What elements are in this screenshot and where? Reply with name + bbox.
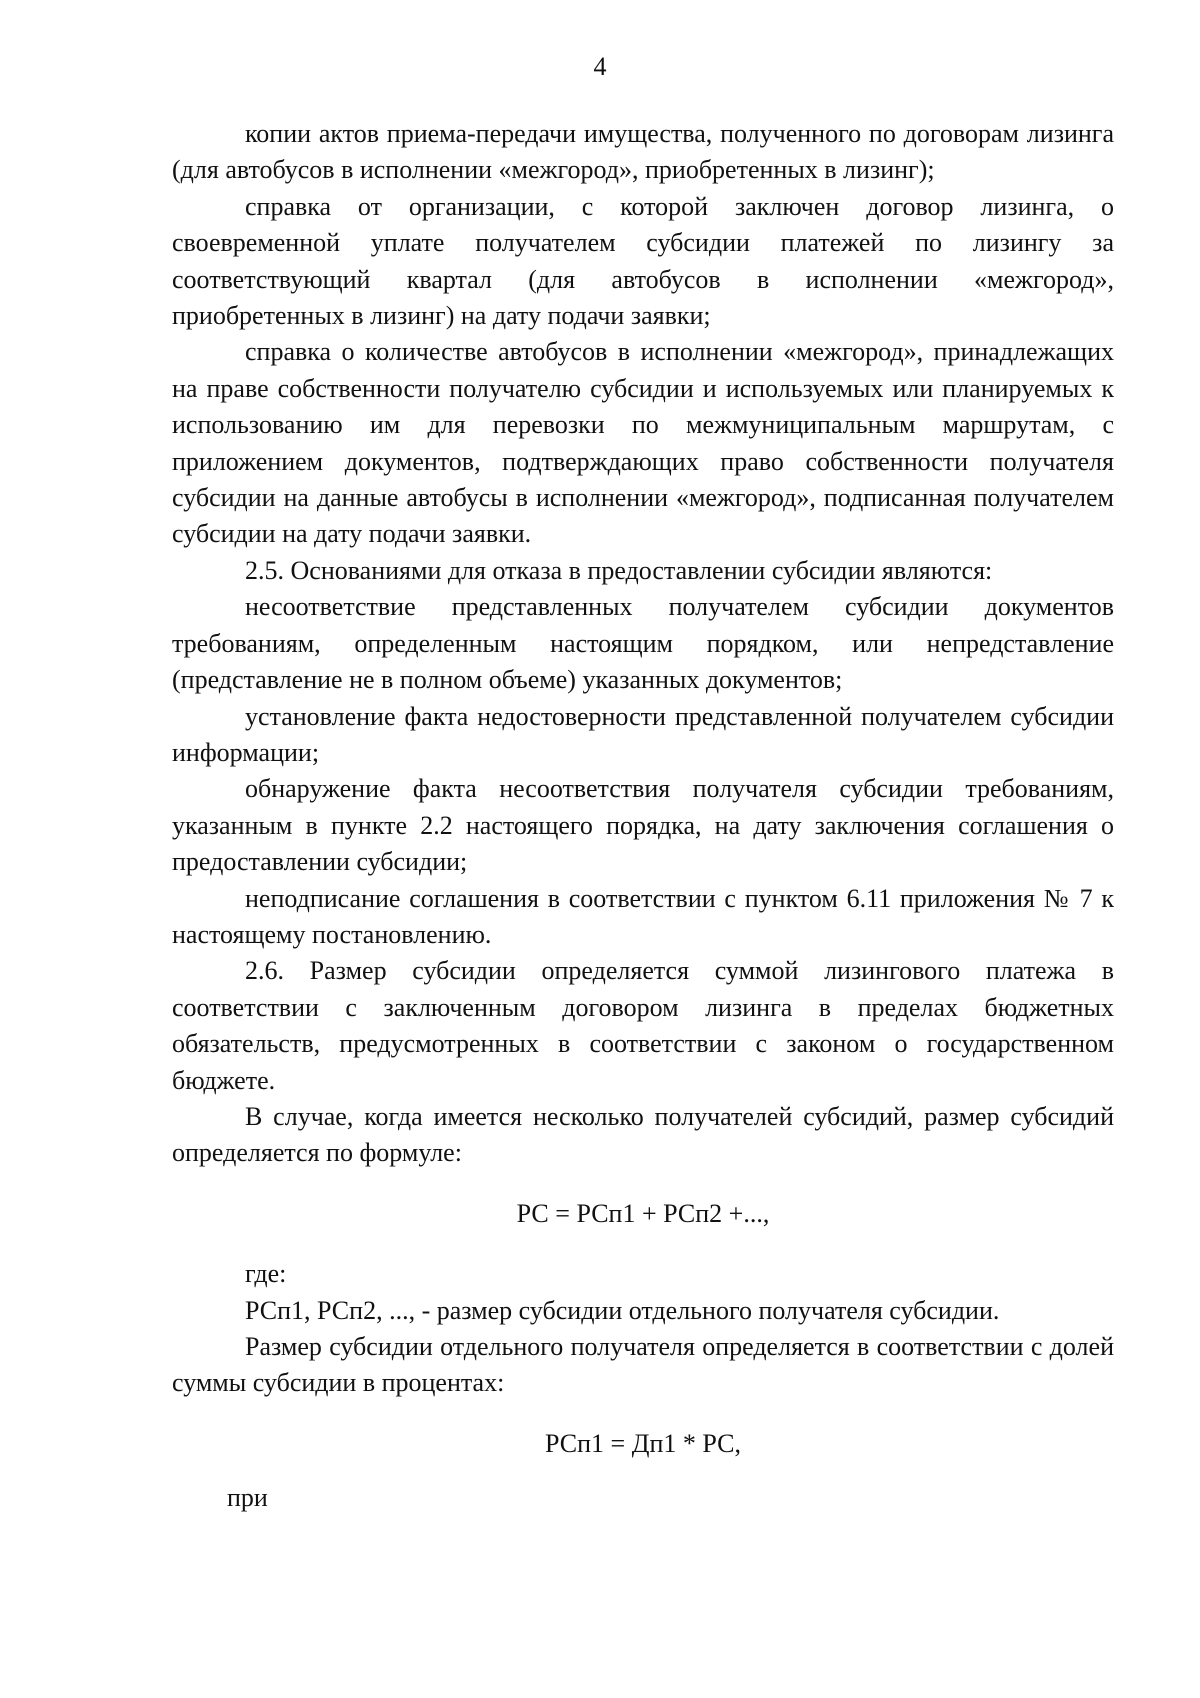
paragraph-agreement-not-signed: неподписание соглашения в соответствии с пунктом 6.11 приложения № 7 к настоящему постановлению. — [172, 883, 1114, 949]
paragraph-recipient-subsidy-definition: РСп1, РСп2, ..., - размер субсидии отдельного получателя субсидии. — [245, 1295, 1000, 1325]
paragraph-lease-payment-certificate: справка от организации, с которой заключен договор лизинга, о своевременной уплате получателем субсидии платежей по лизингу за соответствующий квартал (для автобусов в исполнении «межгород», приобретенных в лизинг) на дату подачи заявки; — [172, 191, 1114, 331]
paragraph-multiple-recipients: В случае, когда имеется несколько получателей субсидий, размер субсидий определяется по формуле: — [172, 1101, 1114, 1168]
paragraph-document-mismatch: несоответствие представленных получателем субсидии документов требованиям, определенным настоящим порядком, или непредставление (представление не в полном объеме) указанных документов; — [172, 592, 1114, 695]
paragraph-section-2-5: 2.5. Основаниями для отказа в предоставлении субсидии являются: — [245, 555, 993, 585]
page-number: 4 — [593, 52, 607, 81]
paragraph-requirements-mismatch: обнаружение факта несоответствия получателя субсидии требованиям, указанным в пункте 2.2 настоящего порядка, на дату заключения соглашения о предоставлении субсидии; — [172, 774, 1114, 877]
paragraph-lease-acts: копии актов приема-передачи имущества, полученного по договорам лизинга (для автобусов в исполнении «межгород», приобретенных в лизинг); — [172, 119, 1114, 185]
formula-recipient-subsidy: РСп1 = Дп1 * РС, — [545, 1428, 741, 1458]
formula-total-subsidy: РС = РСп1 + РСп2 +..., — [516, 1198, 770, 1228]
paragraph-unreliable-info: установление факта недостоверности представленной получателем субсидии информации; — [172, 701, 1114, 767]
paragraph-trailing-word: при — [227, 1483, 268, 1513]
paragraph-share-calculation: Размер субсидии отдельного получателя определяется в соответствии с долей суммы субсидии в процентах: — [172, 1332, 1114, 1398]
paragraph-where: где: — [245, 1259, 287, 1289]
paragraph-bus-count-certificate: справка о количестве автобусов в исполнении «межгород», принадлежащих на праве собственности получателю субсидии и используемых или планируемых к использованию им для перевозки по межмуниципальным маршрутам, с приложением документов, подтверждающих право собственности получателя субсидии на данные автобусы в исполнении «межгород», подписанная получателем субсидии на дату подачи заявки. — [172, 337, 1114, 549]
document-body — [172, 116, 1114, 1517]
paragraph-section-2-6: 2.6. Размер субсидии определяется суммой лизингового платежа в соответствии с заключенным договором лизинга в пределах бюджетных обязательств, предусмотренных в соответствии с законом о государственном бюджете. — [172, 956, 1114, 1095]
